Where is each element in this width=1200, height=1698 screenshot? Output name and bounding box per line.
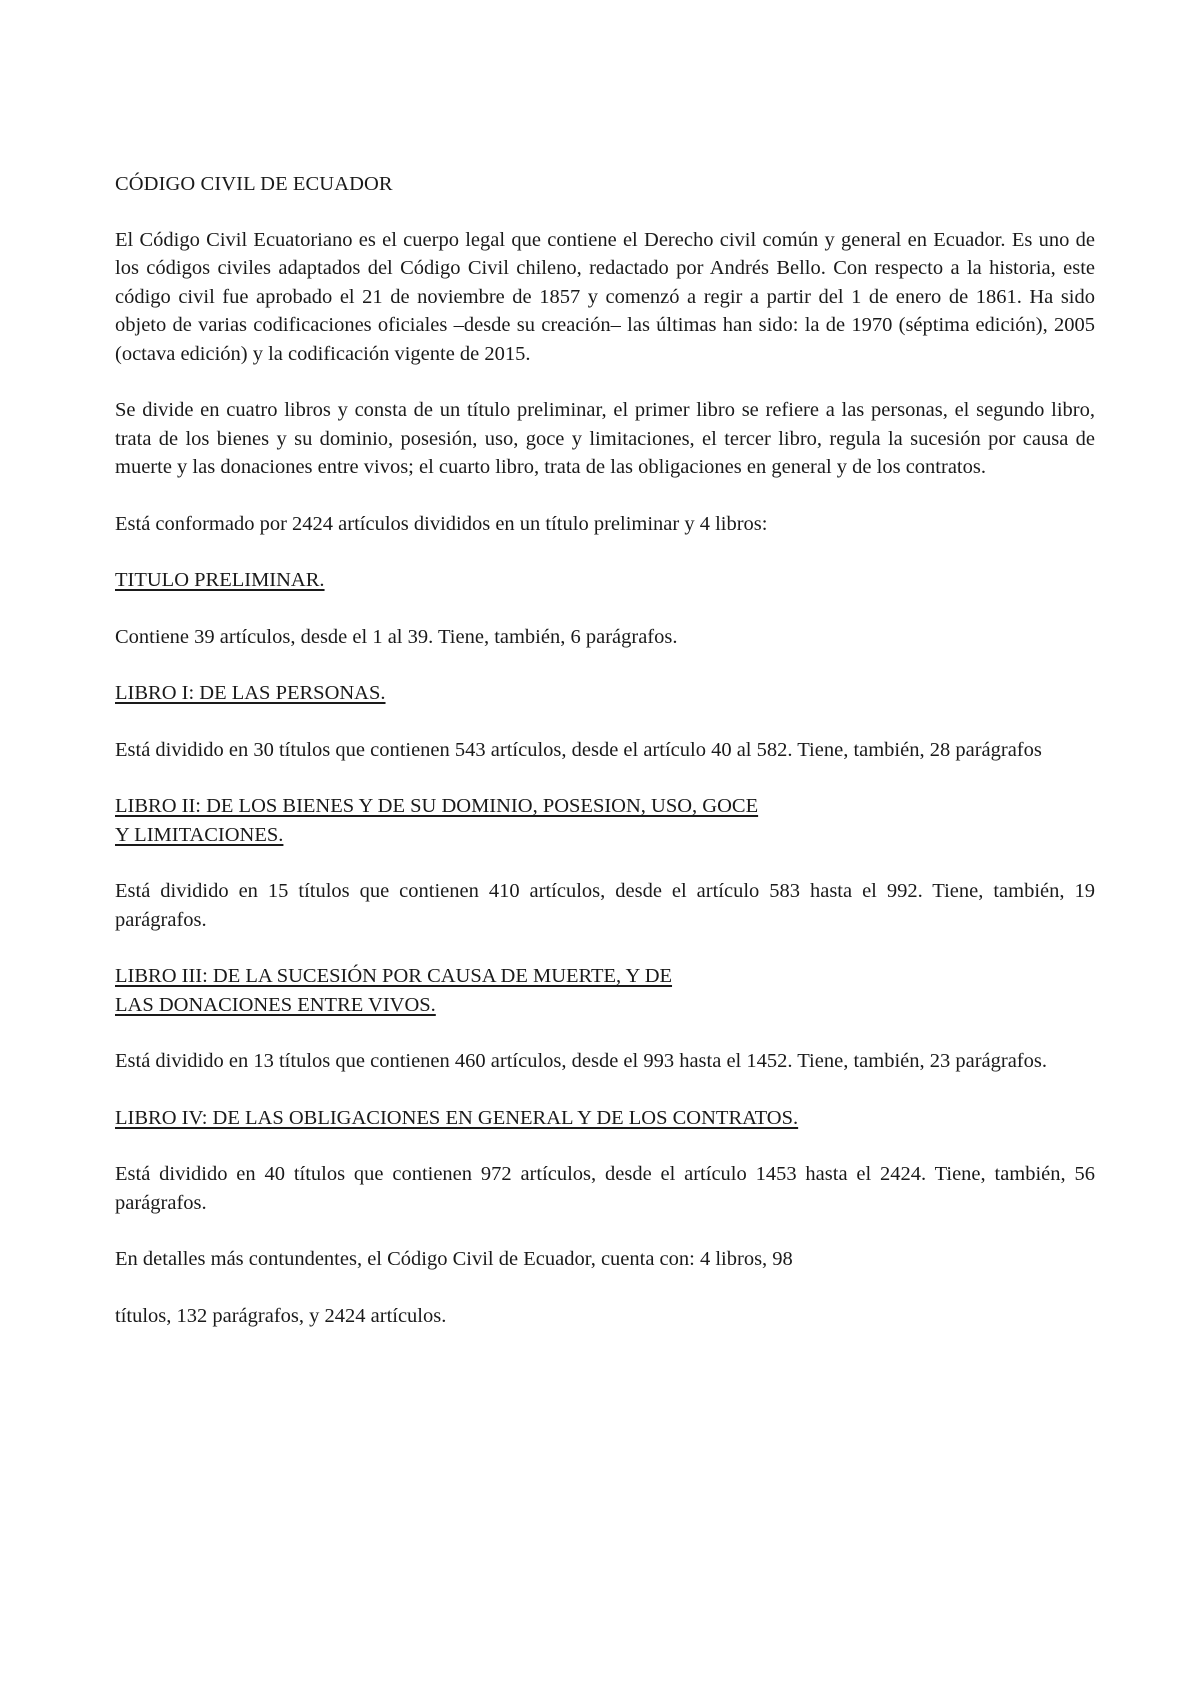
section-text-libro-iii: Está dividido en 13 títulos que contienen 460 artículos, desde el 993 hasta el 1452. Tiene, también, 23 parágrafos. — [115, 1050, 1047, 1072]
document-title: CÓDIGO CIVIL DE ECUADOR — [115, 173, 393, 195]
summary-line-2: títulos, 132 parágrafos, y 2424 artículos. — [115, 1304, 447, 1327]
heading-line: LAS DONACIONES ENTRE VIVOS. — [115, 993, 436, 1016]
section-text-titulo-preliminar: Contiene 39 artículos, desde el 1 al 39. Tiene, también, 6 parágrafos. — [115, 625, 678, 648]
section-heading-titulo-preliminar — [115, 566, 1095, 595]
document-page — [115, 170, 1095, 1358]
section-text-libro-i: Está dividido en 30 títulos que contienen 543 artículos, desde el artículo 40 al 582. Tiene, también, 28 parágrafos — [115, 738, 1042, 761]
section-text-libro-ii: Está dividido en 15 títulos que contienen 410 artículos, desde el artículo 583 hasta el 992. Tiene, también, 19 parágrafos. — [115, 880, 1095, 931]
heading-line: LIBRO III: DE LA SUCESIÓN POR CAUSA DE MUERTE, Y DE — [115, 965, 673, 987]
heading-line: LIBRO I: DE LAS PERSONAS. — [115, 682, 386, 704]
heading-line: TITULO PRELIMINAR. — [115, 569, 325, 591]
section-heading-libro-iii — [115, 962, 1095, 1019]
heading-line: LIBRO II: DE LOS BIENES Y DE SU DOMINIO, POSESION, USO, GOCE — [115, 795, 759, 817]
section-heading-libro-iv — [115, 1104, 1095, 1133]
heading-line: LIBRO IV: DE LAS OBLIGACIONES EN GENERAL Y DE LOS CONTRATOS. — [115, 1106, 799, 1129]
section-heading-libro-i — [115, 679, 1095, 708]
section-text-libro-iv: Está dividido en 40 títulos que contienen 972 artículos, desde el artículo 1453 hasta el 2424. Tiene, también, 56 parágrafos. — [115, 1163, 1095, 1214]
intro-paragraph: El Código Civil Ecuatoriano es el cuerpo legal que contiene el Derecho civil común y general en Ecuador. Es uno de los códigos civiles adaptados del Código Civil chileno, redactado por Andrés Bello. Con respecto a la historia, este código civil fue aprobado el 21 de noviembre de 1857 y comenzó a regir a partir del 1 de enero de 1861. Ha sido objeto de varias codificaciones oficiales –desde su creación– las últimas han sido: la de 1970 (séptima edición), 2005 (octava edición) y la codificación vigente de 2015. — [115, 228, 1095, 365]
heading-line: Y LIMITACIONES. — [115, 823, 284, 846]
section-heading-libro-ii — [115, 792, 1095, 849]
division-paragraph: Se divide en cuatro libros y consta de un título preliminar, el primer libro se refiere a las personas, el segundo libro, trata de los bienes y su dominio, posesión, uso, goce y limitaciones, el tercer libro, regula la sucesión por causa de muerte y las donaciones entre vivos; el cuarto libro, trata de las obligaciones en general y de los contratos. — [115, 399, 1095, 478]
summary-line-1: En detalles más contundentes, el Código Civil de Ecuador, cuenta con: 4 libros, 98 — [115, 1248, 793, 1270]
composition-paragraph: Está conformado por 2424 artículos divididos en un título preliminar y 4 libros: — [115, 512, 768, 535]
